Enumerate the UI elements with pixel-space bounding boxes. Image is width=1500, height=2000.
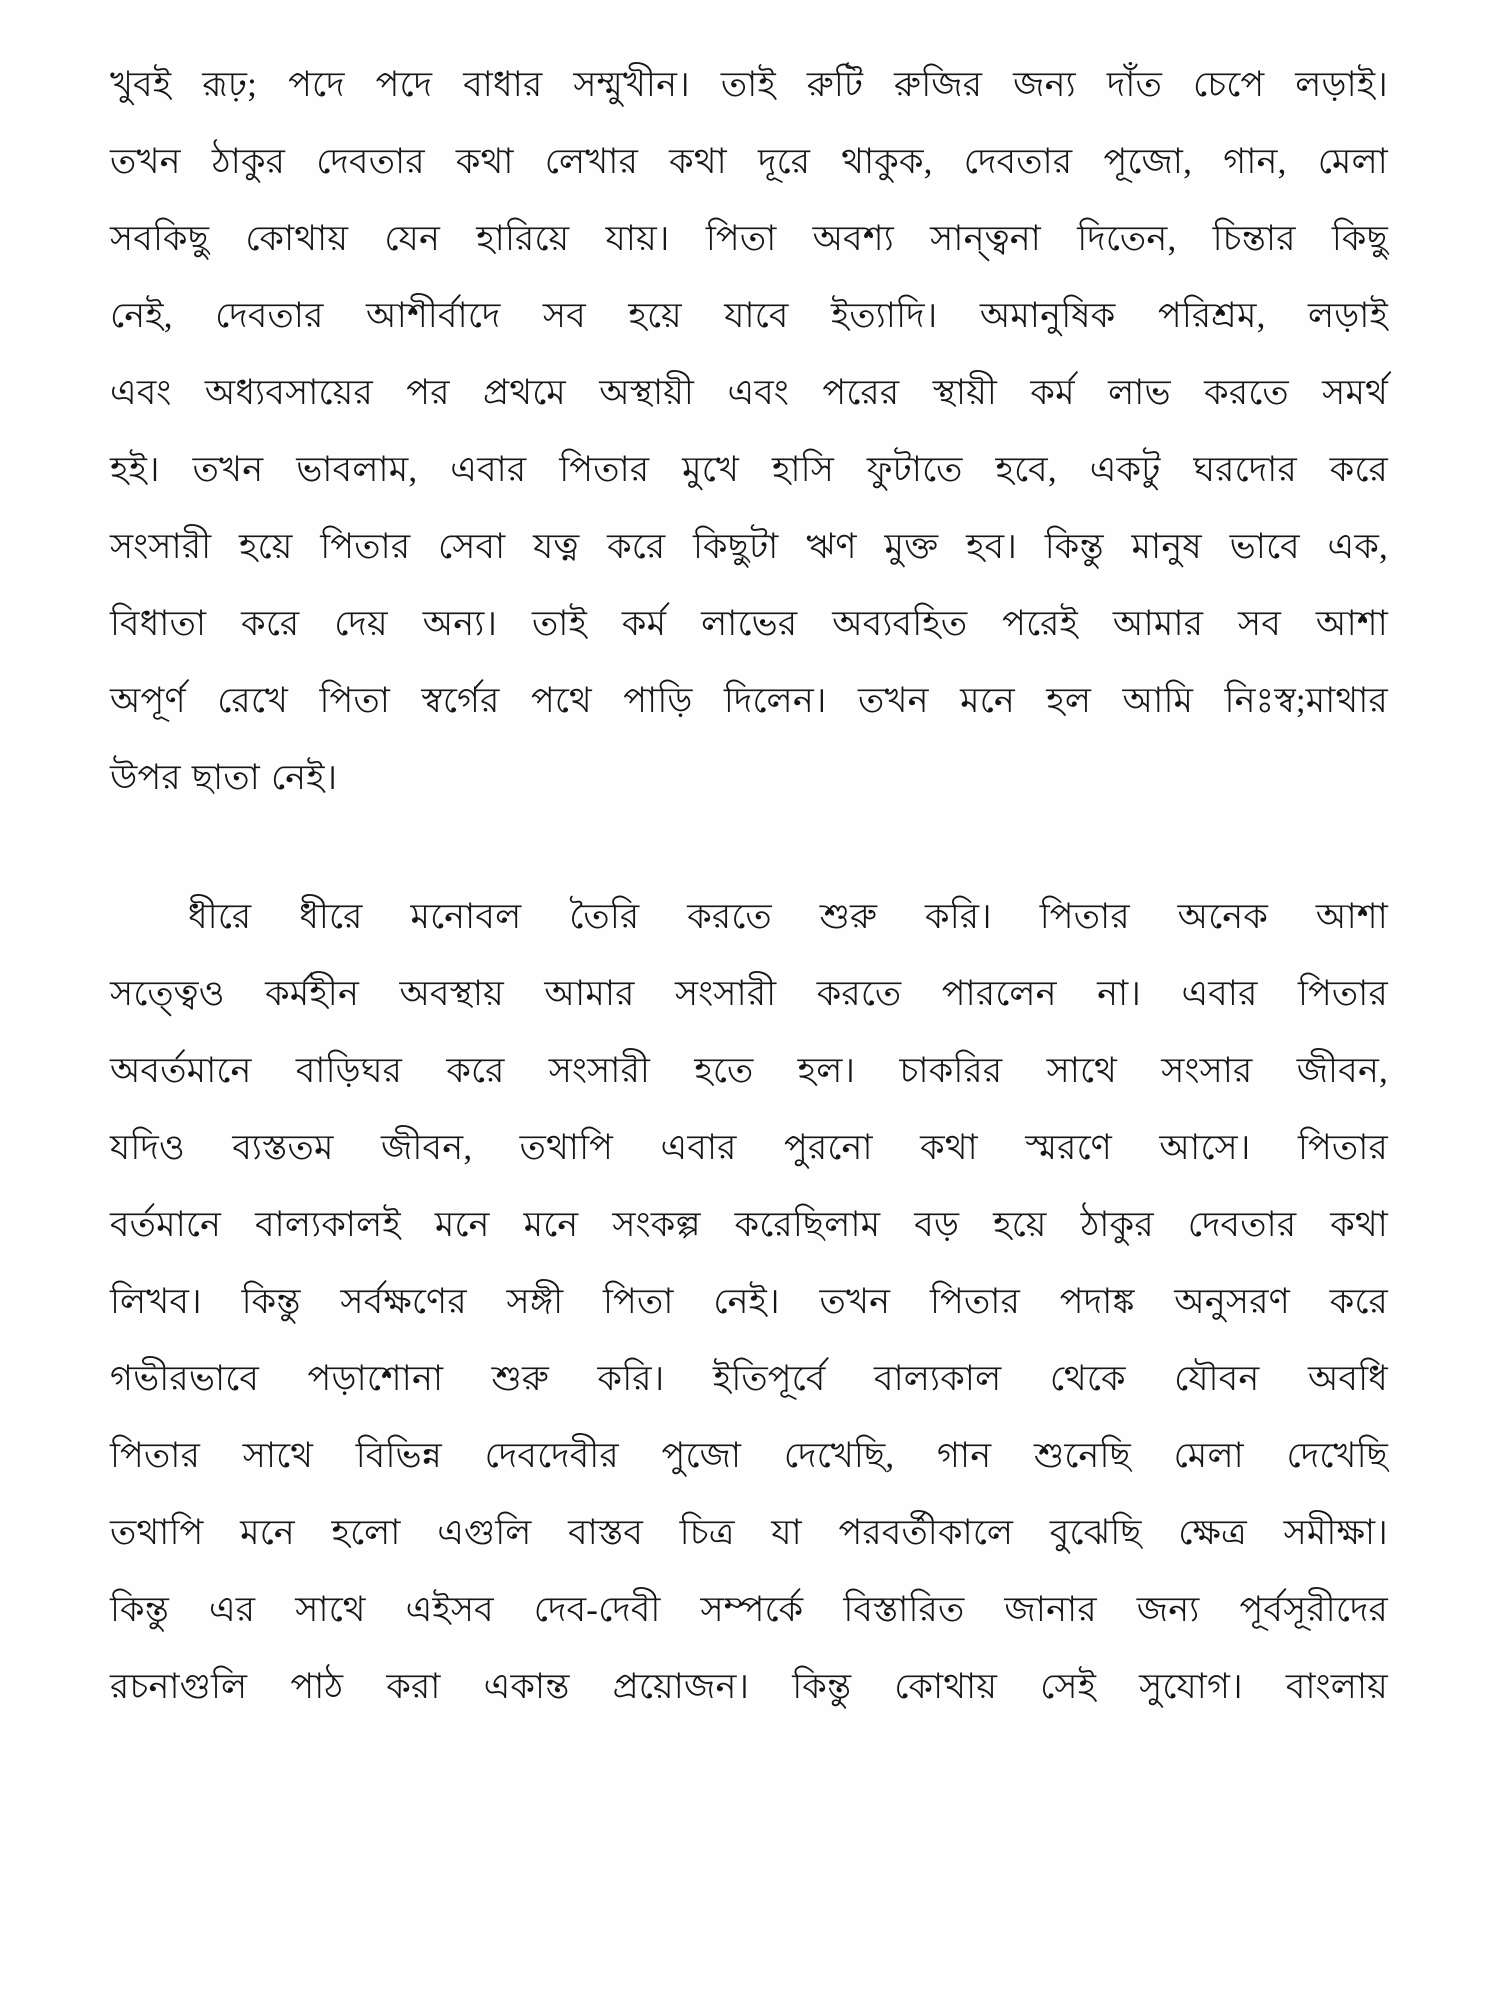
text-line: কিন্তু এর সাথে এইসব দেব-দেবী সম্পর্কে বিস্তারিত জানার জন্য পূর্বসূরীদের (110, 1590, 1388, 1629)
text-line: বিধাতা করে দেয় অন্য। তাই কর্ম লাভের অব্যবহিত পরেই আমার সব আশা (110, 604, 1388, 643)
text-line: এবং অধ্যবসায়ের পর প্রথমে অস্থায়ী এবং পরের স্থায়ী কর্ম লাভ করতে সমর্থ (110, 373, 1388, 412)
text-line: নেই, দেবতার আশীর্বাদে সব হয়ে যাবে ইত্যাদি। অমানুষিক পরিশ্রম, লড়াই (110, 296, 1388, 335)
text-line: তথাপি মনে হলো এগুলি বাস্তব চিত্র যা পরবর্তীকালে বুঝেছি ক্ষেত্র সমীক্ষা। (110, 1513, 1388, 1552)
text-line: যদিও ব্যস্ততম জীবন, তথাপি এবার পুরনো কথা স্মরণে আসে। পিতার (110, 1128, 1388, 1167)
text-line: রচনাগুলি পাঠ করা একান্ত প্রয়োজন। কিন্তু কোথায় সেই সুযোগ। বাংলায় (110, 1667, 1388, 1706)
text-line: সংসারী হয়ে পিতার সেবা যত্ন করে কিছুটা ঋণ মুক্ত হব। কিন্তু মানুষ ভাবে এক, (110, 527, 1388, 566)
text-line: সত্ত্বেও কর্মহীন অবস্থায় আমার সংসারী করতে পারলেন না। এবার পিতার (110, 974, 1388, 1013)
text-line: তখন ঠাকুর দেবতার কথা লেখার কথা দূরে থাকুক, দেবতার পূজো, গান, মেলা (110, 142, 1388, 181)
text-line: ধীরে ধীরে মনোবল তৈরি করতে শুরু করি। পিতার অনেক আশা (188, 897, 1388, 936)
text-line: হই। তখন ভাবলাম, এবার পিতার মুখে হাসি ফুটাতে হবে, একটু ঘরদোর করে (110, 450, 1388, 489)
paragraph (110, 46, 1388, 816)
text-line: লিখব। কিন্তু সর্বক্ষণের সঙ্গী পিতা নেই। তখন পিতার পদাঙ্ক অনুসরণ করে (110, 1282, 1388, 1321)
text-line: সবকিছু কোথায় যেন হারিয়ে যায়। পিতা অবশ্য সান্ত্বনা দিতেন, চিন্তার কিছু (110, 219, 1388, 258)
text-line: গভীরভাবে পড়াশোনা শুরু করি। ইতিপূর্বে বাল্যকাল থেকে যৌবন অবধি (110, 1359, 1388, 1398)
paragraph (110, 878, 1388, 1725)
text-line: বর্তমানে বাল্যকালই মনে মনে সংকল্প করেছিলাম বড় হয়ে ঠাকুর দেবতার কথা (110, 1205, 1388, 1244)
text-line: পিতার সাথে বিভিন্ন দেবদেবীর পুজো দেখেছি, গান শুনেছি মেলা দেখেছি (110, 1436, 1388, 1475)
text-line: খুবই রূঢ়; পদে পদে বাধার সম্মুখীন। তাই রুটি রুজির জন্য দাঁত চেপে লড়াই। (110, 65, 1388, 104)
text-line: উপর ছাতা নেই। (110, 758, 338, 797)
text-line: অপূর্ণ রেখে পিতা স্বর্গের পথে পাড়ি দিলেন। তখন মনে হল আমি নিঃস্ব;মাথার (110, 681, 1388, 720)
text-line: অবর্তমানে বাড়িঘর করে সংসারী হতে হল। চাকরির সাথে সংসার জীবন, (110, 1051, 1388, 1090)
